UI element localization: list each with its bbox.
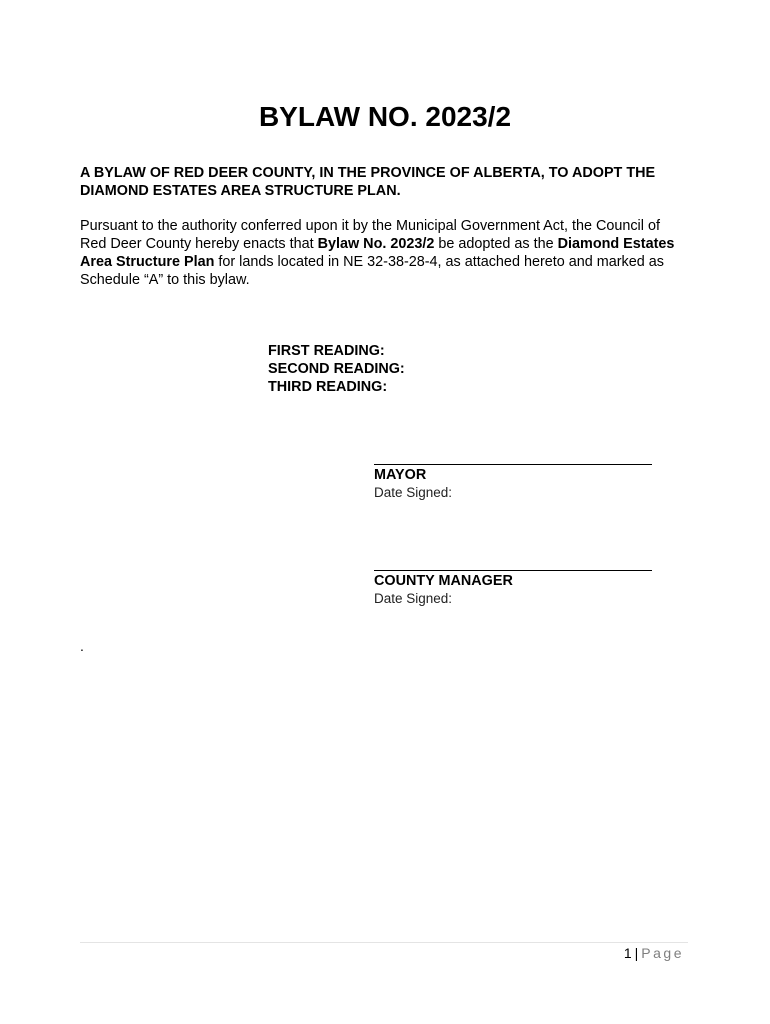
body-text-part1: Pursuant to the authority conferred upon it by the Municipal Government Act, the Council of Red Deer County hereby enacts that — [80, 218, 660, 252]
body-bylaw-number: Bylaw No. 2023/2 — [317, 236, 435, 252]
page-number: 1 — [623, 945, 632, 961]
page-footer — [624, 944, 684, 962]
second-reading-label: SECOND READING: — [268, 361, 405, 377]
body-text-part3: for lands located in NE 32-38-28-4, as attached hereto and marked as Schedule “A” to this bylaw. — [80, 254, 664, 288]
county-manager-date-signed: Date Signed: — [374, 591, 453, 606]
county-manager-title: COUNTY MANAGER — [374, 573, 513, 589]
footer-separator: | — [634, 945, 639, 961]
bylaw-body-paragraph — [80, 217, 690, 289]
third-reading-label: THIRD READING: — [268, 379, 388, 395]
readings-block — [268, 342, 405, 396]
mayor-date-signed: Date Signed: — [374, 485, 453, 500]
bylaw-subtitle: A BYLAW OF RED DEER COUNTY, IN THE PROVINCE OF ALBERTA, TO ADOPT THE DIAMOND ESTATES AREA STRUCTURE PLAN. — [80, 165, 656, 199]
body-text-part2: be adopted as the — [434, 236, 558, 252]
stray-period: . — [80, 638, 84, 654]
county-manager-signature-line — [374, 570, 652, 571]
mayor-signature-block — [374, 464, 652, 501]
first-reading-label: FIRST READING: — [268, 343, 385, 359]
mayor-title: MAYOR — [374, 467, 427, 483]
footer-divider — [80, 942, 688, 943]
county-manager-signature-block — [374, 570, 652, 607]
footer-page-word: Page — [641, 945, 684, 961]
mayor-signature-line — [374, 464, 652, 465]
body-plan-name: Diamond Estates Area Structure Plan — [80, 236, 675, 270]
bylaw-title: BYLAW NO. 2023/2 — [258, 101, 512, 132]
